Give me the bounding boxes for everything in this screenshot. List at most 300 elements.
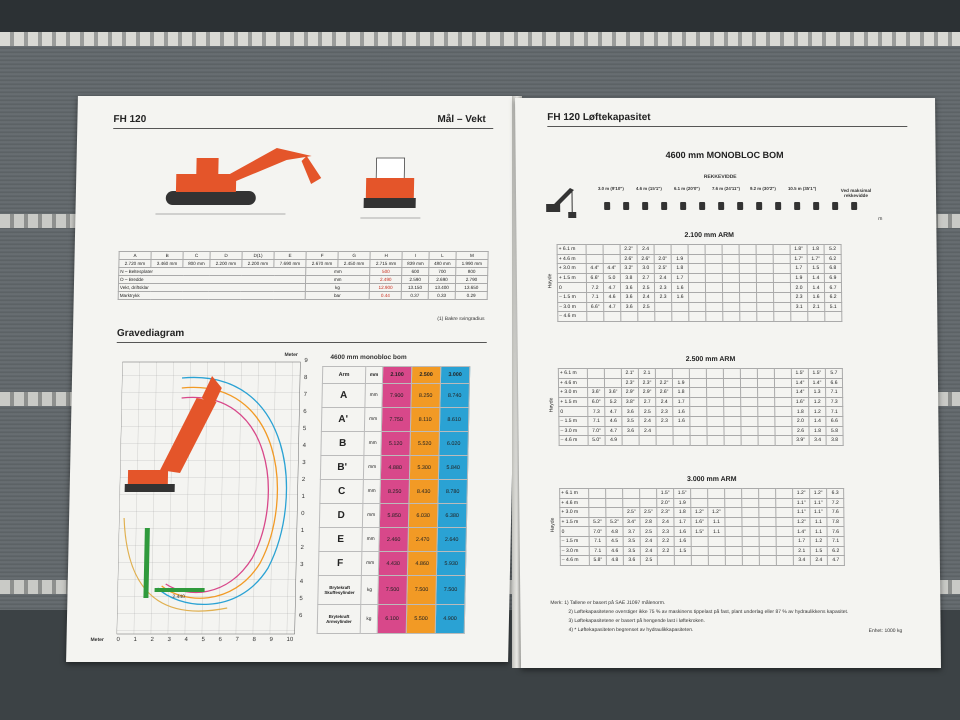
capacity-value: 2.4 — [654, 273, 671, 283]
x-tick-label: 6 — [218, 637, 222, 643]
capacity-value — [673, 436, 690, 446]
capacity-value — [724, 426, 741, 436]
grave-row-value: 7.750 — [381, 408, 411, 432]
capacity-value: 5.0" — [588, 436, 605, 446]
capacity-value: 3.0 — [637, 264, 654, 274]
grave-row-value: 7.500 — [378, 576, 408, 605]
capacity-value: 6.8 — [824, 264, 841, 274]
hook-icon — [661, 202, 667, 210]
hook-icon — [794, 202, 800, 210]
capacity-value — [623, 489, 640, 499]
capacity-value: 1.1" — [793, 508, 810, 518]
capacity-value — [808, 312, 825, 322]
capacity-row — [558, 292, 842, 302]
capacity-value: 1.6 — [671, 283, 688, 293]
capacity-value: 1.8" — [790, 245, 807, 255]
capacity-value: 2.5 — [640, 556, 657, 566]
capacity-value: 4.5 — [606, 536, 623, 546]
grave-head-unit: mm — [365, 367, 382, 384]
capacity-value — [774, 369, 791, 379]
capacity-value — [756, 264, 773, 274]
capacity-value — [725, 536, 742, 546]
capacity-value: 3.5 — [622, 416, 639, 426]
capacity-value — [707, 407, 724, 417]
capacity-value — [639, 436, 656, 446]
rekkevidde-label: REKKEVIDDE — [703, 174, 737, 180]
capacity-height: – 4.6 m — [559, 436, 588, 446]
capacity-value: 1.2 — [809, 407, 826, 417]
spec-row-label: Vekt, driftsklar — [118, 284, 305, 292]
spec-row-unit: mm — [306, 276, 370, 284]
spec-row — [118, 284, 487, 292]
capacity-value — [706, 312, 723, 322]
capacity-value: 1.6 — [673, 416, 690, 426]
capacity-value — [724, 436, 741, 446]
capacity-value — [671, 245, 688, 255]
spec-footnote: (1) Bakre svingradius — [437, 316, 485, 322]
spec-row-value: 600 — [402, 268, 429, 276]
capacity-value — [776, 517, 793, 527]
capacity-value: 7.0" — [588, 426, 605, 436]
capacity-value: 1.8 — [671, 264, 688, 274]
capacity-value — [722, 254, 739, 264]
capacity-value: 2.3 — [656, 407, 673, 417]
capacity-value — [691, 498, 708, 508]
hook-icon — [737, 202, 743, 210]
spec-dim-value: 839 mm — [402, 260, 429, 268]
capacity-row — [557, 264, 841, 274]
capacity-value — [724, 416, 741, 426]
capacity-value — [621, 312, 638, 322]
y-tick-label: 1 — [301, 494, 305, 500]
capacity-value — [690, 397, 707, 407]
capacity-value: 2.0" — [657, 498, 674, 508]
capacity-value: 6.2 — [825, 292, 842, 302]
capacity-value: 3.6 — [620, 283, 637, 293]
capacity-value — [825, 312, 842, 322]
x-tick-label: 9 — [269, 637, 273, 643]
capacity-value: 2.5 — [640, 527, 657, 537]
capacity-value — [622, 436, 639, 446]
capacity-row — [559, 426, 843, 436]
hoyde-label: Høyde — [548, 397, 555, 413]
capacity-value — [742, 546, 759, 556]
capacity-value: 5.1 — [825, 302, 842, 312]
capacity-value — [724, 397, 741, 407]
capacity-height: + 6.1 m — [558, 369, 587, 379]
capacity-value — [691, 556, 708, 566]
capacity-value: 4.6 — [606, 546, 623, 556]
capacity-height: – 4.6 m — [560, 556, 589, 566]
capacity-row — [560, 517, 844, 527]
spec-row-unit: mm — [306, 268, 370, 276]
capacity-value: 1.1" — [793, 498, 810, 508]
capacity-value — [603, 254, 620, 264]
grave-head-2100: 2.100 — [382, 367, 411, 384]
capacity-value — [691, 489, 708, 499]
capacity-value — [776, 536, 793, 546]
capacity-height: + 4.6 m — [558, 378, 587, 388]
capacity-value — [722, 283, 739, 293]
capacity-value — [776, 508, 793, 518]
hook-icon — [718, 202, 724, 210]
capacity-row — [560, 536, 844, 546]
hook-icon — [604, 202, 610, 210]
capacity-value: 5.2" — [589, 517, 606, 527]
capacity-value — [775, 416, 792, 426]
x-tick-label: 5 — [201, 637, 205, 643]
grave-row — [318, 576, 466, 605]
capacity-value: 2.5 — [639, 407, 656, 417]
capacity-value: 4.7 — [605, 407, 622, 417]
capacity-value: 1.2" — [708, 508, 725, 518]
capacity-value — [757, 378, 774, 388]
capacity-value: 1.6 — [674, 527, 691, 537]
capacity-value: 3.5 — [623, 536, 640, 546]
spec-row-value: 13.400 — [428, 284, 455, 292]
capacity-value: 1.5" — [674, 489, 691, 499]
capacity-value — [707, 416, 724, 426]
hook-icon — [851, 202, 857, 210]
capacity-value: 2.7 — [637, 273, 654, 283]
capacity-row — [557, 283, 841, 293]
grave-row — [322, 384, 470, 408]
capacity-value: 1.2" — [810, 489, 827, 499]
grave-row-value: 4.880 — [380, 456, 410, 480]
grave-row-value: 6.380 — [437, 504, 467, 528]
capacity-value — [606, 498, 623, 508]
capacity-value — [775, 426, 792, 436]
capacity-value: 3.6 — [622, 426, 639, 436]
capacity-value: 6.6" — [586, 273, 603, 283]
capacity-value — [689, 312, 706, 322]
capacity-value — [708, 546, 725, 556]
capacity-value — [724, 407, 741, 417]
capacity-value: 2.4 — [640, 536, 657, 546]
capacity-value: 1.4" — [808, 378, 825, 388]
excavator-front-drawing — [355, 138, 437, 228]
capacity-height: – 1.5 m — [559, 416, 588, 426]
capacity-value: 2.1 — [638, 369, 655, 379]
capacity-value: 5.2 — [824, 245, 841, 255]
capacity-value: 4.8 — [606, 556, 623, 566]
capacity-value — [722, 245, 739, 255]
y-tick-label: 3 — [302, 460, 306, 466]
table-top-dark — [0, 0, 960, 32]
grave-row-value: 8.740 — [440, 384, 470, 408]
max-reach-label: Ved maksimal rekkevidde — [840, 188, 872, 198]
grave-row-unit: mm — [362, 528, 380, 552]
capacity-value: 2.3 — [656, 416, 673, 426]
capacity-value: 7.2 — [586, 283, 603, 293]
capacity-value — [722, 264, 739, 274]
dimension-spec-table — [118, 251, 489, 300]
x-tick-label: 2 — [150, 637, 154, 643]
spec-dim-value: 7.690 mm — [274, 260, 306, 268]
capacity-value: 1.4" — [791, 378, 808, 388]
capacity-value: 5.8" — [589, 556, 606, 566]
capacity-value — [654, 245, 671, 255]
capacity-value: 2.0 — [792, 416, 809, 426]
grave-head-arm: Arm — [322, 367, 365, 384]
meter-label-top: Meter — [284, 352, 298, 358]
capacity-value: 1.6 — [672, 292, 689, 302]
grave-row — [319, 504, 467, 528]
capacity-value — [724, 388, 741, 398]
capacity-value — [739, 264, 756, 274]
spec-row-label: Marktrykk — [118, 292, 305, 300]
capacity-value — [673, 426, 690, 436]
capacity-value — [688, 283, 705, 293]
capacity-value — [655, 369, 672, 379]
grave-row — [319, 528, 467, 552]
hook-icon — [680, 202, 686, 210]
grave-row-value: 6.100 — [377, 605, 407, 634]
capacity-value: 1.7 — [673, 397, 690, 407]
spec-dim-value: 2.200 mm — [242, 260, 274, 268]
capacity-value: 2.2" — [620, 245, 637, 255]
capacity-height: – 1.5 m — [560, 536, 589, 546]
y-tick-label: 0 — [301, 511, 305, 517]
hook-icon — [756, 202, 762, 210]
capacity-value: 7.1 — [826, 407, 843, 417]
spec-row-value: 0.29 — [455, 292, 487, 300]
capacity-value: 2.3" — [638, 378, 655, 388]
capacity-value: 4.8 — [606, 527, 623, 537]
capacity-height: + 1.5 m — [557, 273, 586, 283]
capacity-value — [791, 312, 808, 322]
capacity-value — [706, 292, 723, 302]
capacity-value — [776, 489, 793, 499]
grave-row-label: C — [320, 480, 364, 504]
reach-col-label: 3.0 m (9'10") — [597, 186, 624, 191]
capacity-value — [756, 273, 773, 283]
capacity-value: 1.8 — [673, 388, 690, 398]
capacity-value — [656, 426, 673, 436]
capacity-value: 7.3 — [588, 407, 605, 417]
spec-dim-value: 2.670 mm — [306, 260, 338, 268]
spec-col-header: A — [119, 252, 151, 260]
capacity-value: 2.4 — [656, 397, 673, 407]
capacity-value: 4.7 — [603, 283, 620, 293]
capacity-value: 1.4 — [809, 416, 826, 426]
capacity-value: 1.1 — [810, 517, 827, 527]
capacity-value: 1.1" — [810, 508, 827, 518]
unit-m-label: m — [878, 216, 883, 222]
capacity-row — [558, 369, 842, 379]
capacity-value — [740, 302, 757, 312]
capacity-height: + 1.5 m — [559, 397, 588, 407]
capacity-value — [740, 312, 757, 322]
spec-col-header: C — [183, 252, 210, 260]
capacity-value — [705, 245, 722, 255]
capacity-value: 3.2" — [620, 264, 637, 274]
capacity-value: 2.3" — [657, 508, 674, 518]
spec-row-value: 2.590 — [402, 276, 429, 284]
capacity-value: 1.9 — [671, 254, 688, 264]
capacity-value: 1.6" — [792, 397, 809, 407]
capacity-value — [725, 508, 742, 518]
capacity-value: 1.2" — [691, 508, 708, 518]
capacity-value: 2.3 — [655, 292, 672, 302]
capacity-row — [559, 416, 843, 426]
grave-row — [318, 552, 466, 576]
capacity-value: 2.2" — [655, 378, 672, 388]
capacity-value — [689, 292, 706, 302]
spec-row-value: 800 — [455, 268, 487, 276]
capacity-value — [742, 498, 759, 508]
grave-head-2500: 2.500 — [411, 367, 440, 384]
spec-row-value: 13.150 — [402, 284, 429, 292]
capacity-value: 2.4 — [637, 245, 654, 255]
capacity-value — [758, 388, 775, 398]
capacity-value — [725, 498, 742, 508]
capacity-value — [776, 498, 793, 508]
capacity-row — [558, 378, 842, 388]
capacity-value: 2.1 — [793, 546, 810, 556]
reach-col-label: 6.1 m (20'0") — [673, 186, 700, 191]
capacity-value — [773, 264, 790, 274]
capacity-value — [739, 273, 756, 283]
capacity-value — [742, 517, 759, 527]
grave-row-unit: kg — [361, 576, 379, 605]
capacity-value: 3.6" — [588, 388, 605, 398]
capacity-value: 2.4 — [638, 292, 655, 302]
capacity-value — [707, 426, 724, 436]
spec-col-header: G — [338, 252, 370, 260]
cap-table-title: 2.100 mm ARM — [684, 232, 735, 239]
capacity-value — [603, 245, 620, 255]
capacity-value — [740, 369, 757, 379]
grave-row-label: D — [319, 504, 363, 528]
capacity-value — [741, 388, 758, 398]
capacity-height: + 6.1 m — [557, 245, 586, 255]
capacity-value — [705, 283, 722, 293]
hook-icon — [642, 202, 648, 210]
capacity-value: 1.6" — [691, 517, 708, 527]
capacity-row — [560, 489, 844, 499]
capacity-value — [759, 508, 776, 518]
capacity-value: 5.7 — [825, 369, 842, 379]
capacity-value: 2.5 — [638, 302, 655, 312]
grave-row-value: 7.500 — [407, 576, 437, 605]
capacity-value — [759, 536, 776, 546]
capacity-value: 1.3 — [809, 388, 826, 398]
capacity-value: 5.0 — [603, 273, 620, 283]
spec-dim-value: 1.990 mm — [456, 260, 488, 268]
capacity-value: 3.1 — [791, 302, 808, 312]
capacity-value — [672, 302, 689, 312]
capacity-value: 1.1 — [810, 527, 827, 537]
capacity-height: – 3.0 m — [560, 546, 589, 556]
capacity-value — [741, 416, 758, 426]
digging-diagram — [116, 358, 312, 648]
capacity-value: 3.8 — [826, 436, 843, 446]
capacity-value: 7.1 — [827, 536, 844, 546]
grave-row-label: A' — [321, 408, 365, 432]
capacity-value: 4.7 — [604, 302, 621, 312]
grave-row-value: 5.850 — [379, 504, 409, 528]
y-tick-label: 1 — [300, 528, 305, 534]
capacity-value — [725, 517, 742, 527]
capacity-row — [557, 273, 841, 283]
capacity-value — [690, 436, 707, 446]
capacity-value: 1.5 — [674, 546, 691, 556]
x-tick-label: 1 — [133, 637, 137, 643]
grave-row-value: 8.430 — [409, 480, 439, 504]
capacity-value: 3.6" — [605, 388, 622, 398]
capacity-value: 1.4 — [807, 283, 824, 293]
spec-row-value: 0.33 — [428, 292, 455, 300]
capacity-value — [741, 397, 758, 407]
capacity-value — [707, 388, 724, 398]
spec-col-header: F — [306, 252, 338, 260]
capacity-value: 4.4" — [603, 264, 620, 274]
capacity-value: 3.7 — [623, 527, 640, 537]
capacity-value: 3.5 — [623, 546, 640, 556]
capacity-value — [758, 416, 775, 426]
grave-row — [320, 480, 468, 504]
capacity-value — [759, 517, 776, 527]
reach-col-label: 10.5 m (35'1") — [787, 186, 817, 191]
capacity-value — [691, 536, 708, 546]
y-tick-label: 2 — [300, 545, 304, 551]
spec-row-value: 500 — [370, 268, 402, 276]
capacity-value — [705, 254, 722, 264]
capacity-value: 7.1 — [589, 536, 606, 546]
capacity-value: 7.6 — [827, 508, 844, 518]
capacity-value: 6.0" — [588, 397, 605, 407]
capacity-value: 1.5" — [657, 489, 674, 499]
grave-row-value: 5.840 — [438, 456, 468, 480]
capacity-value — [739, 245, 756, 255]
capacity-value — [606, 508, 623, 518]
capacity-value — [758, 407, 775, 417]
spec-col-header: E — [274, 252, 306, 260]
capacity-value — [757, 302, 774, 312]
grave-row-value: 2.460 — [379, 528, 409, 552]
capacity-value — [706, 378, 723, 388]
capacity-value — [604, 378, 621, 388]
capacity-value: 2.2 — [657, 546, 674, 556]
capacity-value — [655, 312, 672, 322]
capacity-value — [688, 273, 705, 283]
capacity-row — [557, 254, 841, 264]
capacity-value — [758, 436, 775, 446]
capacity-value: 2.4 — [657, 517, 674, 527]
spec-col-header: I — [402, 252, 429, 260]
y-tick-label: 4 — [299, 579, 304, 585]
meter-label-bottom: Meter — [90, 637, 104, 643]
capacity-value: 4.4" — [586, 264, 603, 274]
capacity-row — [558, 312, 842, 322]
capacity-value: 7.6 — [827, 527, 844, 537]
grave-row-unit: mm — [363, 480, 381, 504]
capacity-value: 3.4 — [809, 436, 826, 446]
grave-row-value: 8.250 — [380, 480, 410, 504]
grave-row-value: 7.900 — [382, 384, 412, 408]
capacity-value — [589, 508, 606, 518]
capacity-value: 2.3 — [791, 292, 808, 302]
capacity-value: 6.6 — [826, 416, 843, 426]
capacity-value: 1.1 — [708, 527, 725, 537]
capacity-table — [558, 368, 844, 446]
grave-row-value: 2.640 — [437, 528, 467, 552]
capacity-value — [742, 489, 759, 499]
grave-row-value: 8.250 — [411, 384, 441, 408]
capacity-value: 2.5" — [640, 508, 657, 518]
capacity-value — [741, 407, 758, 417]
